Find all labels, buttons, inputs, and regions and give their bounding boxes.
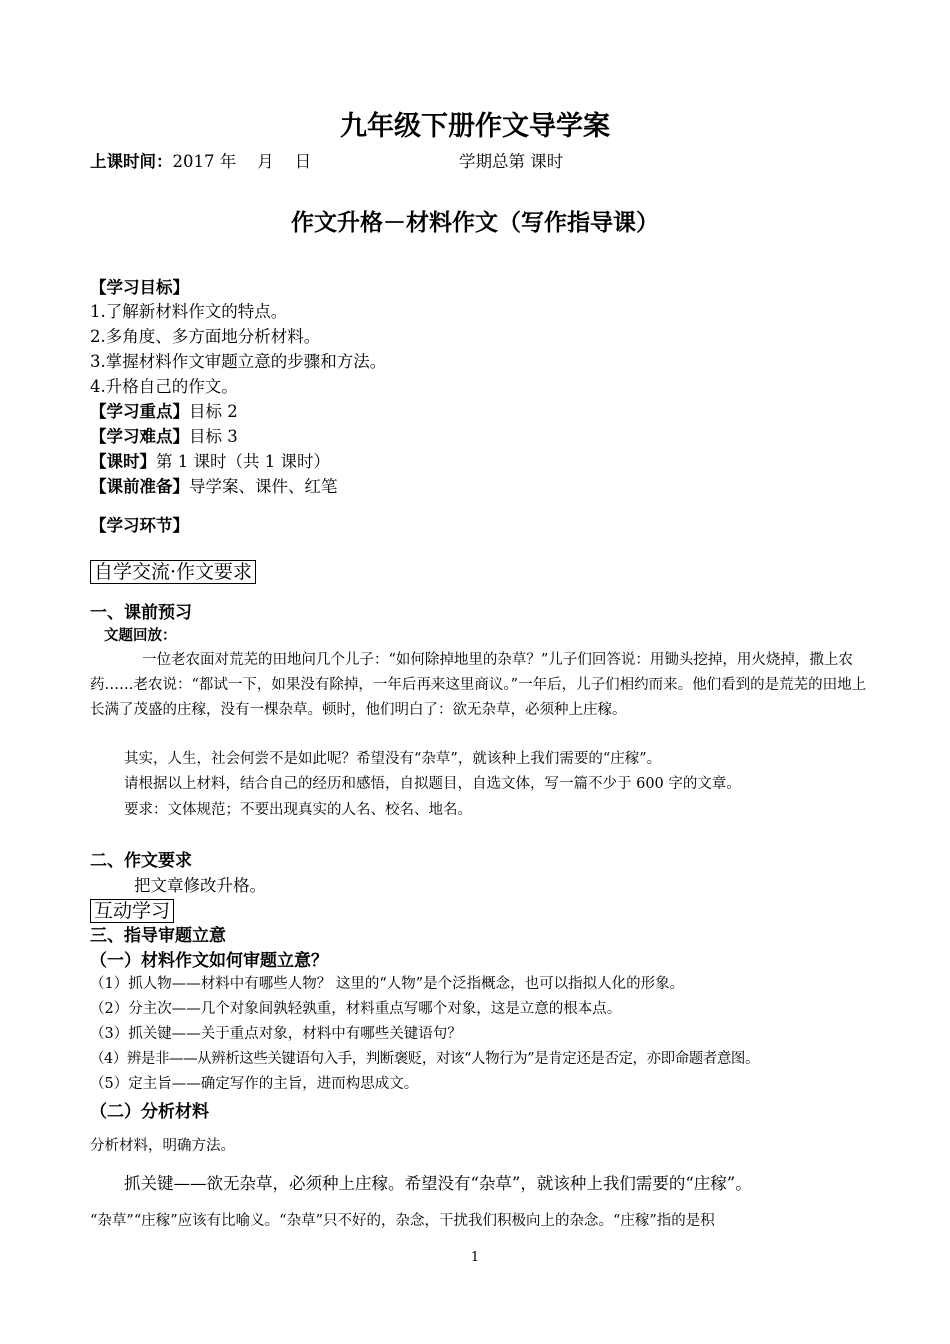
- requirements-paragraph: 要求：文体规范；不要出现真实的人名、校名、地名。: [124, 802, 472, 818]
- period-value: 第 1 课时（共 1 课时）: [156, 452, 330, 471]
- page-title: 九年级下册作文导学案: [340, 111, 610, 142]
- period-line: [90, 448, 330, 472]
- steps-heading: 【学习环节】: [90, 516, 189, 535]
- method-step: （1）抓人物——材料中有哪些人物？ 这里的“人物”是个泛指概念，也可以指拟人化的形象。: [90, 976, 685, 992]
- reflection-paragraph: 其实，人生，社会何尝不是如此呢？希望没有“杂草”，就该种上我们需要的“庄稼”。: [124, 751, 662, 767]
- period-label: 【课时】: [90, 452, 156, 471]
- method-step: （3）抓关键——关于重点对象，材料中有哪些关键语句？: [90, 1026, 462, 1042]
- instruction-paragraph: 请根据以上材料，结合自己的经历和感悟，自拟题目，自选文体，写一篇不少于 600 字的文章。: [124, 776, 741, 792]
- objective-item: 3.掌握材料作文审题立意的步骤和方法。: [90, 352, 387, 371]
- semester-period: 学期总第 课时: [459, 152, 564, 171]
- objectives-heading: 【学习目标】: [90, 278, 189, 297]
- self-study-box-label: 自学交流·作文要求: [90, 560, 256, 584]
- story-paragraph: 一位老农面对荒芜的田地问几个儿子：“如何除掉地里的杂草？”儿子们回答说：用锄头挖掉，用火烧掉，撒上农药……老农说：“都试一下，如果没有除掉，一年后再来这里商议。”一年后，儿子们相约而来。他们看到的是荒芜的田地上长满了茂盛的庄稼，没有一棵杂草。顿时，他们明白了：欲无杂草，必须种上庄稼。: [90, 652, 867, 718]
- key-point-label: 【学习重点】: [90, 402, 189, 421]
- class-time-value: 2017 年 月 日: [172, 152, 312, 171]
- section3-subheading-1: （一）材料作文如何审题立意？: [90, 951, 328, 971]
- prep-line: [90, 473, 338, 497]
- metaphor-text: “杂草”“庄稼”应该有比喻义。“杂草”只不好的，杂念，干扰我们积极向上的杂念。“庄稼”指的是积: [90, 1213, 715, 1229]
- key-point-value: 目标 2: [189, 402, 238, 421]
- method-step: （4）辨是非——从辨析这些关键语句入手，判断褒贬，对该“人物行为”是肯定还是否定，亦即命题者意图。: [90, 1051, 759, 1067]
- objective-item: 4.升格自己的作文。: [90, 377, 238, 396]
- difficulty-label: 【学习难点】: [90, 427, 189, 446]
- prep-label: 【课前准备】: [90, 477, 189, 496]
- key-point-line: [90, 398, 238, 422]
- method-step: （2）分主次——几个对象间孰轻孰重，材料重点写哪个对象，这是立意的根本点。: [90, 1001, 622, 1017]
- objective-item: 2.多角度、多方面地分析材料。: [90, 327, 321, 346]
- interactive-box: [90, 896, 174, 923]
- self-study-box: [90, 557, 256, 584]
- section2-heading: 二、作文要求: [90, 851, 192, 871]
- section3-heading: 三、指导审题立意: [90, 926, 226, 946]
- lesson-subtitle: 作文升格－材料作文（写作指导课）: [291, 209, 659, 236]
- section3-subheading-2: （二）分析材料: [90, 1102, 209, 1122]
- class-time-label: 上课时间：: [90, 152, 173, 171]
- section1-heading: 一、课前预习: [90, 603, 192, 623]
- difficulty-line: [90, 423, 238, 447]
- class-time-line: [90, 148, 311, 172]
- section2-text: 把文章修改升格。: [134, 876, 266, 895]
- method-step: （5）定主旨——确定写作的主旨，进而构思成文。: [90, 1076, 419, 1092]
- prep-value: 导学案、课件、红笔: [189, 477, 338, 496]
- page-number: 1: [470, 1250, 480, 1265]
- interactive-box-label: 互动学习: [90, 899, 174, 923]
- section1-subheading: 文题回放：: [104, 627, 177, 644]
- key-sentence: 抓关键——欲无杂草，必须种上庄稼。希望没有“杂草”，就该种上我们需要的“庄稼”。: [124, 1174, 752, 1193]
- analyze-text: 分析材料，明确方法。: [90, 1138, 235, 1154]
- difficulty-value: 目标 3: [189, 427, 238, 446]
- objective-item: 1.了解新材料作文的特点。: [90, 302, 288, 321]
